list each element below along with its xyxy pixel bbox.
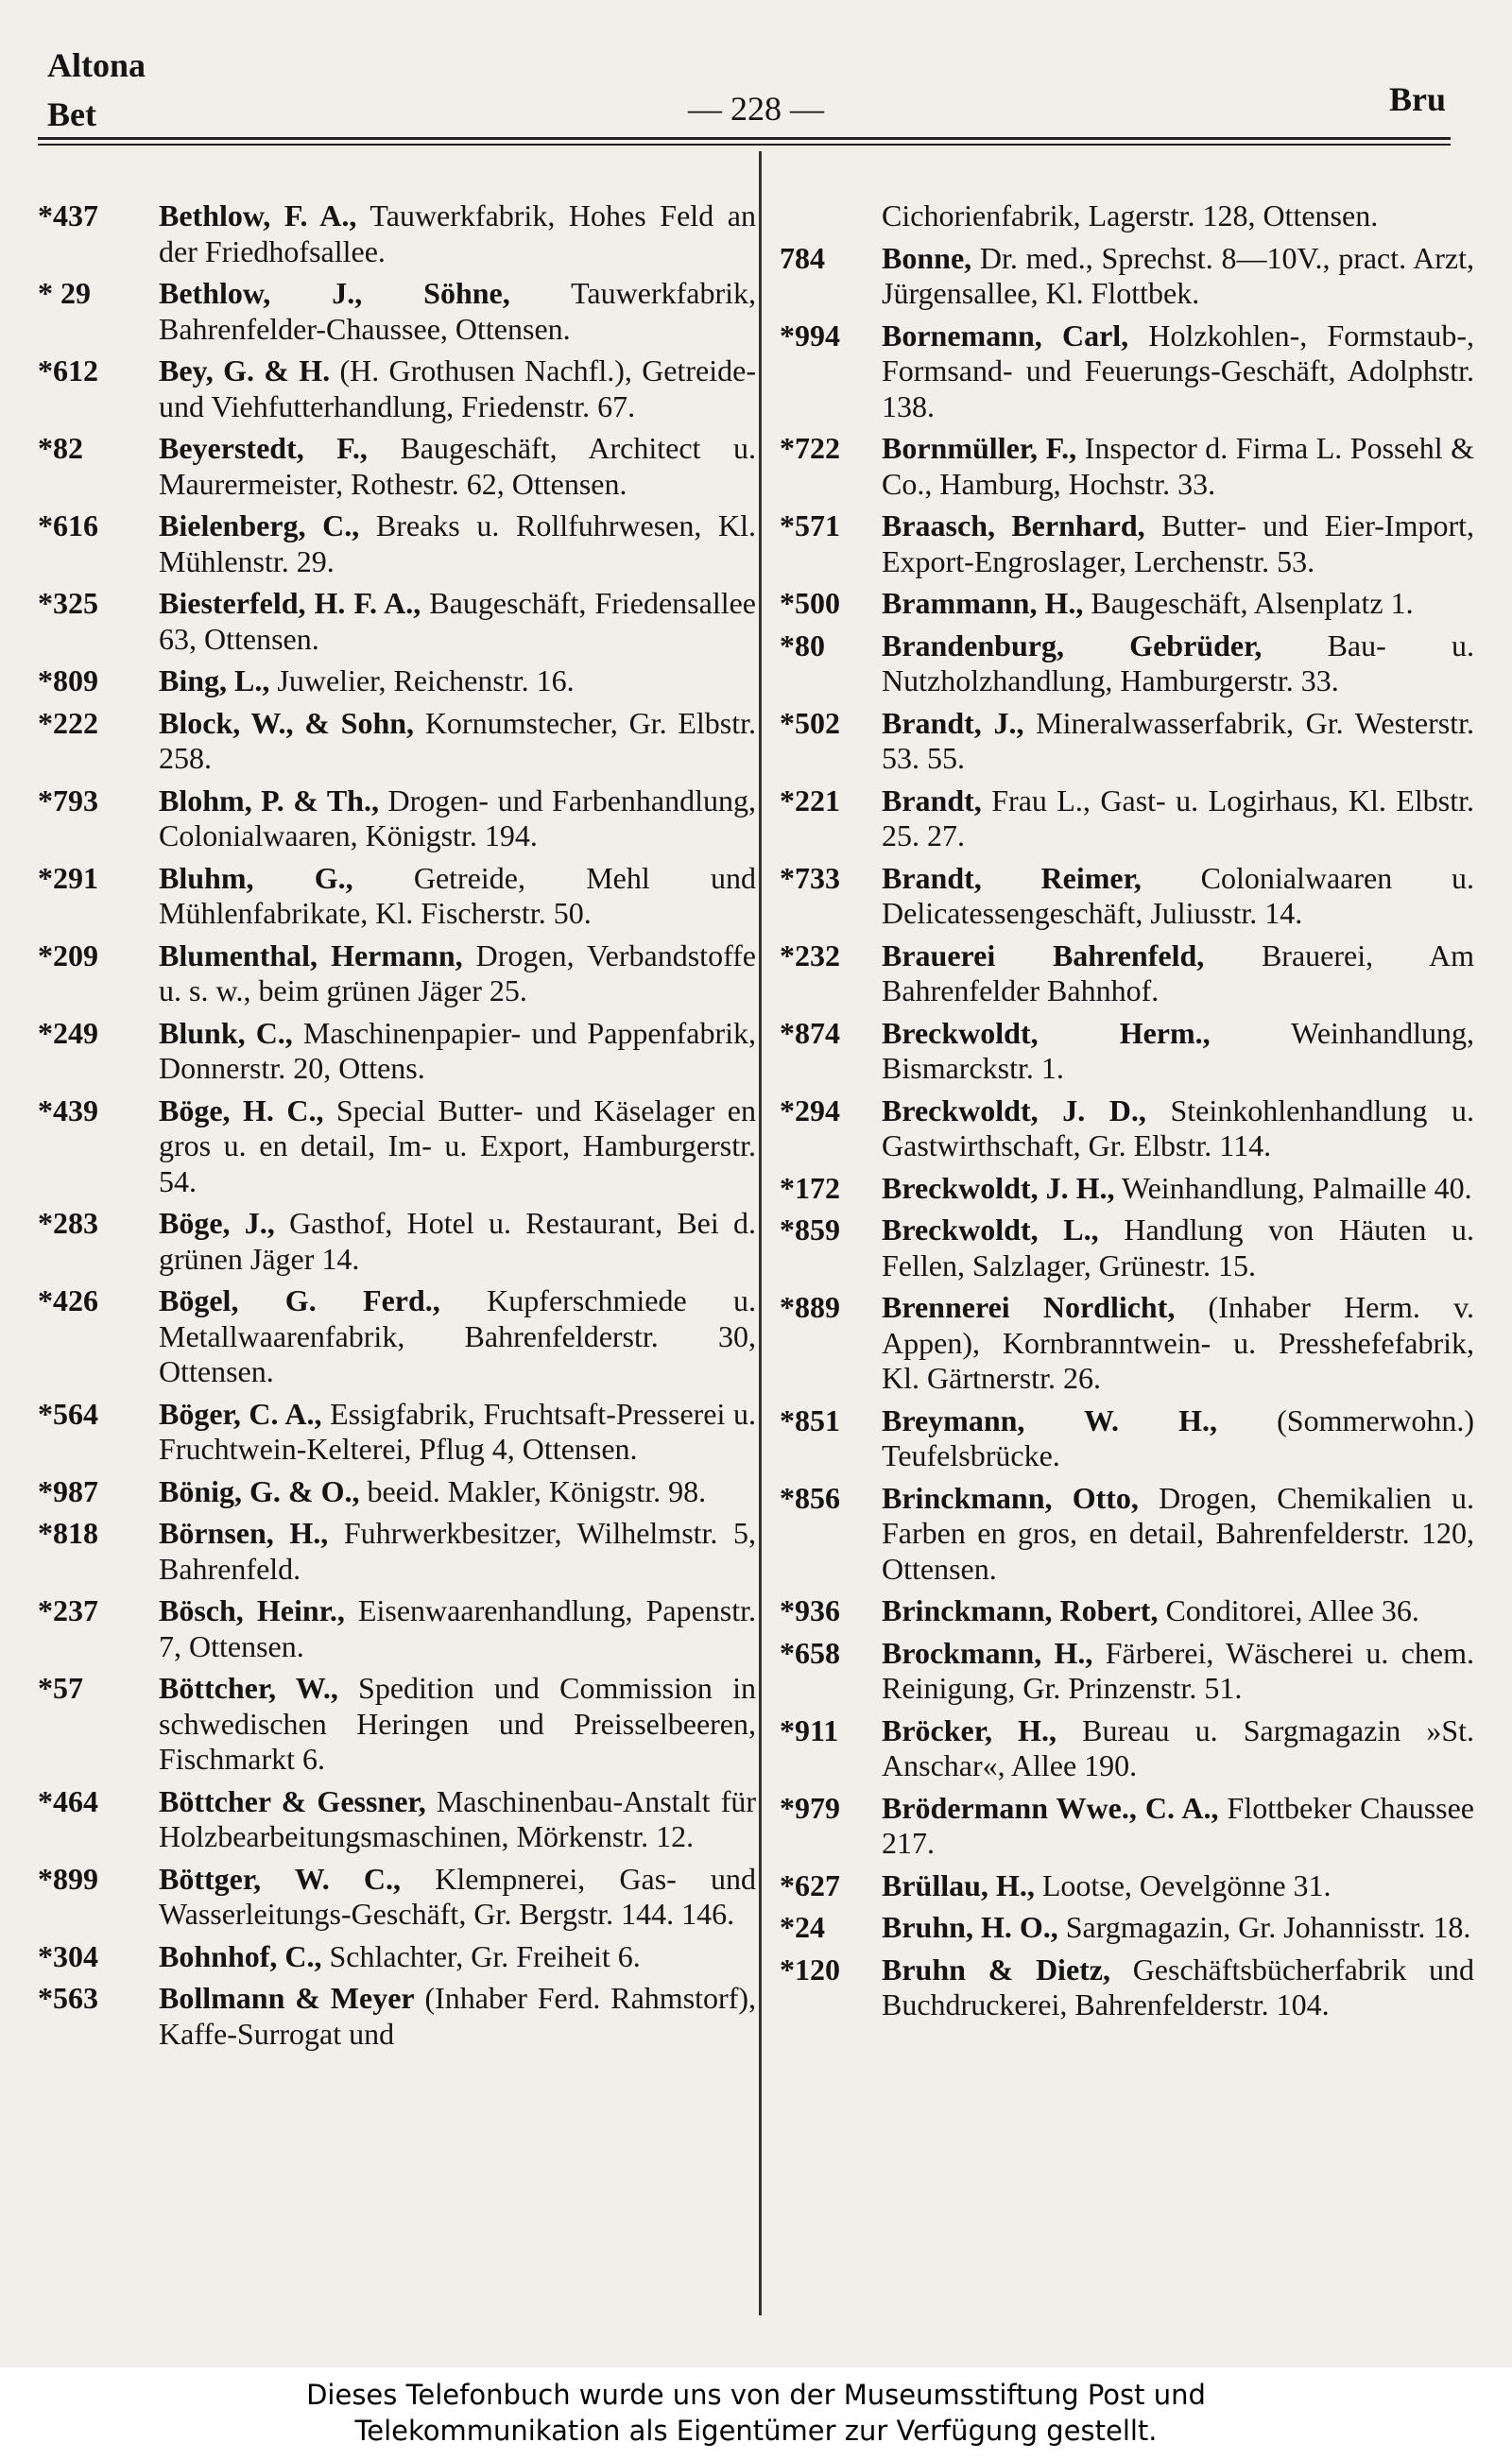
phone-number: *874 (780, 1015, 840, 1050)
entry-body (882, 1093, 1474, 1164)
subscriber-name: Blunk, C., (159, 1015, 293, 1050)
subscriber-name: Block, W., & Sohn, (159, 705, 415, 740)
entry-body (882, 1953, 1474, 2023)
entry-body (159, 1516, 756, 1587)
subscriber-details: Flottbeker Chaussee 217. (882, 1790, 1475, 1860)
subscriber-name: Brandt, (882, 783, 982, 817)
phone-number: *911 (780, 1712, 839, 1747)
phone-number: *502 (780, 705, 840, 740)
subscriber-name: Böge, H. C., (159, 1092, 324, 1127)
entry-body (882, 318, 1474, 425)
subscriber-name: Bohnhof, C., (159, 1938, 322, 1973)
entry-body (159, 938, 756, 1009)
entry-body (159, 1939, 756, 1975)
entry-body (159, 1016, 756, 1087)
subscriber-details: (Inhaber Ferd. Rahmstorf), Kaffe-Surrogat und (159, 1981, 756, 2051)
phone-number: *24 (780, 1910, 825, 1944)
entry-body (159, 1283, 756, 1390)
subscriber-name: Bonne, (882, 240, 972, 275)
phone-number: *809 (38, 663, 98, 697)
subscriber-details: Cichorienfabrik, Lagerstr. 128, Ottensen. (882, 198, 1379, 232)
left-column (38, 198, 756, 2058)
directory-entry (780, 1868, 1474, 1904)
entry-body (159, 1093, 756, 1200)
directory-entry (38, 1862, 756, 1933)
directory-entry (780, 706, 1474, 777)
directory-entry (38, 276, 756, 347)
subscriber-name: Brauerei Bahrenfeld, (882, 938, 1205, 972)
phone-number: *237 (38, 1593, 98, 1627)
subscriber-name: Bruhn & Dietz, (882, 1952, 1111, 1987)
subscriber-name: Bögel, G. Ferd., (159, 1283, 440, 1317)
subscriber-name: Bluhm, G., (159, 860, 353, 895)
directory-entry (780, 1791, 1474, 1862)
subscriber-details: Eisenwaarenhandlung, Papenstr. 7, Ottensen. (159, 1593, 757, 1663)
phone-number: *658 (780, 1635, 840, 1670)
entry-body (882, 586, 1474, 622)
entry-body (159, 1862, 756, 1933)
phone-number: *563 (38, 1981, 98, 2015)
subscriber-details: Handlung von Häuten u. Fellen, Salzlager, Grünestr. 15. (882, 1213, 1475, 1282)
entry-body (159, 663, 756, 699)
phone-number (780, 198, 882, 234)
phone-number: *851 (780, 1402, 840, 1437)
entry-body (159, 276, 756, 347)
subscriber-name: Bornmüller, F., (882, 431, 1077, 465)
subscriber-name: Bethlow, J., Söhne, (159, 276, 510, 310)
directory-entry (38, 1593, 756, 1664)
directory-entry (780, 241, 1474, 312)
subscriber-details: beeid. Makler, Königstr. 98. (359, 1473, 707, 1508)
directory-entry (38, 586, 756, 657)
header-rule (38, 137, 1451, 140)
subscriber-name: Bösch, Heinr., (159, 1593, 345, 1627)
directory-entry (38, 1671, 756, 1778)
subscriber-details: Baugeschäft, Friedensallee 63, Ottensen. (159, 586, 757, 656)
entry-body (159, 353, 756, 424)
entry-body (882, 628, 1474, 699)
entry-body (882, 1713, 1474, 1784)
subscriber-details: Drogen- und Farbenhandlung, Colonialwaaren, Königstr. 194. (159, 783, 756, 852)
phone-number: *172 (780, 1170, 840, 1205)
subscriber-name: Brandt, J., (882, 705, 1024, 740)
directory-entry (780, 1403, 1474, 1474)
subscriber-name: Breckwoldt, J. H., (882, 1170, 1115, 1205)
directory-entry (38, 1093, 756, 1200)
subscriber-name: Böttger, W. C., (159, 1861, 402, 1896)
subscriber-details: Juwelier, Reichenstr. 16. (269, 663, 575, 697)
entry-body (159, 1593, 756, 1664)
directory-entry (38, 1283, 756, 1390)
subscriber-details: Inspector d. Firma L. Possehl & Co., Hamburg, Hochstr. 33. (882, 431, 1474, 501)
entry-body (882, 1403, 1474, 1474)
phone-number: *426 (38, 1283, 98, 1317)
entry-body (159, 783, 756, 854)
subscriber-details: Maschinenpapier- und Pappenfabrik, Donnerstr. 20, Ottens. (159, 1015, 757, 1085)
subscriber-name: Brüllau, H., (882, 1867, 1035, 1902)
subscriber-name: Blumenthal, Hermann, (159, 938, 463, 972)
entry-body (882, 1791, 1474, 1862)
entry-body (159, 706, 756, 777)
subscriber-details: Tauwerkfabrik, Hohes Feld an der Friedhofsallee. (159, 198, 757, 268)
subscriber-name: Breckwoldt, J. D., (882, 1092, 1146, 1127)
subscriber-name: Bey, G. & H. (159, 353, 331, 387)
subscriber-name: Böttcher, W., (159, 1671, 338, 1705)
directory-entry (780, 1213, 1474, 1283)
phone-number: *437 (38, 198, 98, 232)
subscriber-details: Drogen, Chemikalien u. Farben en gros, en detail, Bahrenfelderstr. 120, Ottensen. (882, 1480, 1475, 1586)
subscriber-details: Bau- u. Nutzholzhandlung, Hamburgerstr. 33. (882, 628, 1474, 697)
subscriber-details: Holzkohlen-, Formstaub-, Formsand- und Feuerungs-Geschäft, Adolphstr. 138. (882, 318, 1475, 423)
subscriber-name: Böger, C. A., (159, 1396, 322, 1431)
right-catchword: Bru (1388, 80, 1446, 118)
phone-number: *722 (780, 431, 840, 465)
directory-entry (38, 1206, 756, 1277)
right-column (780, 198, 1474, 2030)
directory-entry (780, 318, 1474, 425)
phone-number: *57 (38, 1671, 83, 1705)
subscriber-details: Steinkohlenhandlung u. Gastwirthschaft, Gr. Elbstr. 114. (882, 1092, 1475, 1162)
directory-entry (38, 1784, 756, 1855)
directory-entry (780, 628, 1474, 699)
subscriber-name: Brennerei Nordlicht, (882, 1290, 1176, 1324)
subscriber-name: Breckwoldt, Herm., (882, 1015, 1211, 1050)
subscriber-name: Bornemann, Carl, (882, 318, 1129, 353)
subscriber-details: (H. Grothusen Nachfl.), Getreide- und Viehfutterhandlung, Friedenstr. 67. (159, 353, 757, 423)
phone-number: *979 (780, 1790, 840, 1825)
subscriber-details: Baugeschäft, Architect u. Maurermeister, Rothestr. 62, Ottensen. (159, 431, 757, 501)
subscriber-details: Schlachter, Gr. Freiheit 6. (321, 1938, 641, 1973)
subscriber-details: Butter- und Eier-Import, Export-Engroslager, Lerchenstr. 53. (882, 508, 1474, 578)
subscriber-details: Sargmagazin, Gr. Johannisstr. 18. (1057, 1910, 1471, 1944)
phone-number: *856 (780, 1480, 840, 1515)
subscriber-name: Bollmann & Meyer (159, 1981, 415, 2015)
entry-body (882, 1481, 1474, 1588)
directory-entry (780, 1171, 1474, 1207)
entry-body (159, 198, 756, 269)
phone-number: *283 (38, 1206, 98, 1240)
phone-number: *325 (38, 586, 98, 620)
subscriber-details: Breaks u. Rollfuhrwesen, Kl. Mühlenstr. 29. (159, 508, 757, 578)
header-rule-secondary (38, 144, 1451, 146)
directory-entry (38, 663, 756, 699)
directory-entry (38, 198, 756, 269)
entry-body (159, 1206, 756, 1277)
directory-entry (780, 1016, 1474, 1087)
directory-entry (780, 1290, 1474, 1397)
phone-number: *500 (780, 586, 840, 620)
entry-body (882, 861, 1474, 932)
directory-entry (780, 586, 1474, 622)
entry-body (159, 1671, 756, 1778)
phone-number: *859 (780, 1213, 840, 1247)
subscriber-name: Breckwoldt, L., (882, 1213, 1099, 1247)
subscriber-name: Böge, J., (159, 1206, 275, 1240)
notice-line-1: Dieses Telefonbuch wurde uns von der Museumsstiftung Post und (306, 2379, 1206, 2411)
subscriber-details: Frau L., Gast- u. Logirhaus, Kl. Elbstr. 25. 27. (882, 783, 1474, 852)
entry-body (882, 1016, 1474, 1087)
subscriber-details: (Inhaber Herm. v. Appen), Kornbranntwein- u. Presshefefabrik, Kl. Gärtnerstr. 26. (882, 1290, 1475, 1395)
entry-body (882, 1213, 1474, 1283)
directory-entry (780, 508, 1474, 579)
entry-body (882, 508, 1474, 579)
notice-line-2: Telekommunikation als Eigentümer zur Verfügung gestellt. (354, 2415, 1158, 2447)
phone-number: *627 (780, 1867, 840, 1902)
phone-number: *994 (780, 318, 840, 353)
subscriber-details: Weinhandlung, Bismarckstr. 1. (882, 1015, 1475, 1085)
phone-number: *291 (38, 860, 98, 895)
entry-body (882, 1910, 1474, 1946)
entry-body (159, 586, 756, 657)
directory-entry (780, 1953, 1474, 2023)
phone-number: *304 (38, 1938, 98, 1973)
subscriber-name: Bruhn, H. O., (882, 1910, 1058, 1944)
subscriber-name: Brammann, H., (882, 586, 1084, 620)
left-catchword: Bet (47, 95, 96, 133)
subscriber-details: Conditorei, Allee 36. (1158, 1593, 1419, 1627)
subscriber-name: Braasch, Bernhard, (882, 508, 1145, 542)
subscriber-name: Brödermann Wwe., C. A., (882, 1790, 1219, 1825)
directory-entry (38, 783, 756, 854)
phone-number: *222 (38, 705, 98, 740)
phone-number: *464 (38, 1783, 98, 1818)
directory-entry (780, 1093, 1474, 1164)
directory-entry (780, 1713, 1474, 1784)
entry-body (882, 1290, 1474, 1397)
entry-body (159, 861, 756, 932)
entry-body (882, 938, 1474, 1009)
subscriber-details: Special Butter- und Käselager en gros u. en detail, Im- u. Export, Hamburgerstr. 54. (159, 1092, 757, 1198)
phone-number: * 29 (38, 276, 91, 310)
phone-number: *612 (38, 353, 98, 387)
subscriber-name: Bing, L., (159, 663, 270, 697)
entry-body (882, 241, 1474, 312)
subscriber-details: Drogen, Verbandstoffe u. s. w., beim grünen Jäger 25. (159, 938, 757, 1007)
phone-number: *209 (38, 938, 98, 972)
entry-body (159, 1397, 756, 1468)
directory-entry (780, 1593, 1474, 1629)
subscriber-name: Brinckmann, Otto, (882, 1480, 1139, 1515)
subscriber-details: Mineralwasserfabrik, Gr. Westerstr. 53. 55. (882, 705, 1475, 775)
subscriber-name: Brandenburg, Gebrüder, (882, 628, 1263, 662)
entry-body (882, 1868, 1474, 1904)
subscriber-details: Essigfabrik, Fruchtsaft-Presserei u. Fruchtwein-Kelterei, Pflug 4, Ottensen. (159, 1396, 757, 1466)
directory-entry (780, 1481, 1474, 1588)
entry-body (882, 431, 1474, 502)
subscriber-name: Bröcker, H., (882, 1712, 1057, 1747)
subscriber-details: Spedition und Commission in schwedischen Heringen und Preisselbeeren, Fischmarkt 6. (159, 1671, 756, 1776)
subscriber-name: Brandt, Reimer, (882, 860, 1142, 895)
entry-body (159, 431, 756, 502)
subscriber-name: Breymann, W. H., (882, 1402, 1218, 1437)
phone-number: *733 (780, 860, 840, 895)
phone-number: *899 (38, 1861, 98, 1896)
phone-number: *294 (780, 1092, 840, 1127)
subscriber-details: (Sommerwohn.) Teufelsbrücke. (882, 1402, 1475, 1472)
phone-number: *80 (780, 628, 825, 662)
entry-body (882, 1593, 1474, 1629)
phone-number: *889 (780, 1290, 840, 1324)
directory-entry (38, 706, 756, 777)
entry-body (159, 1981, 756, 2052)
phone-number: *616 (38, 508, 98, 542)
directory-entry (38, 508, 756, 579)
subscriber-details: Kornumstecher, Gr. Elbstr. 258. (159, 705, 757, 775)
subscriber-name: Bethlow, F. A., (159, 198, 357, 232)
subscriber-details: Klempnerei, Gas- und Wasserleitungs-Geschäft, Gr. Bergstr. 144. 146. (159, 1861, 757, 1931)
directory-entry (780, 861, 1474, 932)
directory-entry (38, 1016, 756, 1087)
entry-body (882, 706, 1474, 777)
subscriber-name: Beyerstedt, F., (159, 431, 368, 465)
subscriber-details: Getreide, Mehl und Mühlenfabrikate, Kl. Fischerstr. 50. (159, 860, 757, 930)
subscriber-details: Färberei, Wäscherei u. chem. Reinigung, Gr. Prinzenstr. 51. (882, 1635, 1475, 1705)
phone-number: *564 (38, 1396, 98, 1431)
entry-body (159, 1784, 756, 1855)
phone-number: *571 (780, 508, 840, 542)
subscriber-name: Biesterfeld, H. F. A., (159, 586, 421, 620)
entry-body (882, 1171, 1474, 1207)
directory-entry (38, 1939, 756, 1975)
phone-number: *793 (38, 783, 98, 817)
subscriber-details: Baugeschäft, Alsenplatz 1. (1083, 586, 1414, 620)
entry-body (159, 1474, 756, 1510)
subscriber-name: Brinckmann, Robert, (882, 1593, 1159, 1627)
subscriber-name: Bielenberg, C., (159, 508, 360, 542)
entry-body (882, 1636, 1474, 1707)
subscriber-name: Blohm, P. & Th., (159, 783, 379, 817)
subscriber-details: Gasthof, Hotel u. Restaurant, Bei d. grünen Jäger 14. (159, 1206, 757, 1276)
subscriber-details: Tauwerkfabrik, Bahrenfelder-Chaussee, Ottensen. (159, 276, 756, 346)
entry-body (882, 783, 1474, 854)
phone-number: *249 (38, 1015, 98, 1050)
subscriber-details: Bureau u. Sargmagazin »St. Anschar«, Allee 190. (882, 1712, 1475, 1782)
phone-number: *987 (38, 1473, 98, 1508)
city-heading: Altona (47, 46, 146, 84)
directory-entry (780, 938, 1474, 1009)
subscriber-details: Colonialwaaren u. Delicatessengeschäft, Juliusstr. 14. (882, 860, 1475, 930)
subscriber-name: Börnsen, H., (159, 1516, 329, 1550)
phone-number: *232 (780, 938, 840, 972)
subscriber-details: Fuhrwerkbesitzer, Wilhelmstr. 5, Bahrenfeld. (159, 1516, 757, 1586)
subscriber-name: Böttcher & Gessner, (159, 1783, 426, 1818)
directory-entry (38, 1474, 756, 1510)
phone-number: *120 (780, 1952, 840, 1987)
ownership-notice (0, 2367, 1512, 2460)
subscriber-details: Dr. med., Sprechst. 8—10V., pract. Arzt, Jürgensallee, Kl. Flottbek. (882, 240, 1474, 310)
phone-number: *936 (780, 1593, 840, 1627)
subscriber-details: Geschäftsbücherfabrik und Buchdruckerei, Bahrenfelderstr. 104. (882, 1952, 1475, 2021)
directory-entry (38, 1981, 756, 2052)
directory-entry (38, 431, 756, 502)
column-divider (759, 151, 762, 2315)
phone-number: 784 (780, 240, 825, 275)
directory-entry (780, 1636, 1474, 1707)
directory-entry (780, 1910, 1474, 1946)
phone-number: *818 (38, 1516, 98, 1550)
subscriber-details: Brauerei, Am Bahrenfelder Bahnhof. (882, 938, 1475, 1007)
subscriber-name: Bönig, G. & O., (159, 1473, 360, 1508)
directory-entry (38, 1516, 756, 1587)
subscriber-details: Lootse, Oevelgönne 31. (1034, 1867, 1332, 1902)
entry-body (882, 198, 1474, 234)
directory-entry (38, 861, 756, 932)
subscriber-details: Weinhandlung, Palmaille 40. (1114, 1170, 1472, 1205)
phone-number: *439 (38, 1092, 98, 1127)
subscriber-details: Kupferschmiede u. Metallwaarenfabrik, Bahrenfelderstr. 30, Ottensen. (159, 1283, 757, 1388)
subscriber-name: Brockmann, H., (882, 1635, 1093, 1670)
directory-entry (780, 198, 1474, 234)
subscriber-details: Maschinenbau-Anstalt für Holzbearbeitungsmaschinen, Mörkenstr. 12. (159, 1783, 757, 1853)
page-number: — 228 — (688, 90, 824, 128)
directory-entry (38, 1397, 756, 1468)
directory-entry (38, 353, 756, 424)
phone-number: *221 (780, 783, 840, 817)
directory-entry (780, 783, 1474, 854)
phone-number: *82 (38, 431, 83, 465)
entry-body (159, 508, 756, 579)
directory-entry (780, 431, 1474, 502)
directory-entry (38, 938, 756, 1009)
